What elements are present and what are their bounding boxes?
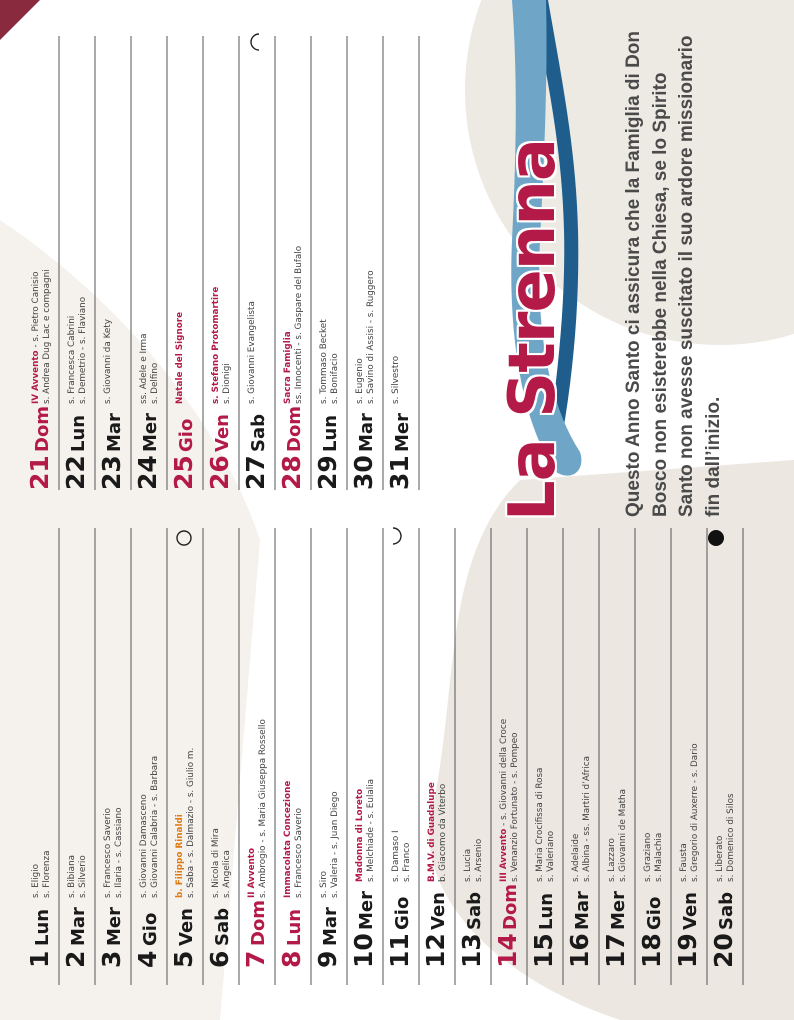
day-30 [349,270,378,490]
saint-line: s. Francesco Saverio [103,807,113,898]
day-17 [601,789,630,968]
day-weekday: Mer [104,907,125,946]
saint-line: s. Albina - ss. Martiri d’Africa [582,756,592,882]
saint-line: s. Andrea Dug Lac e compagni [42,269,52,404]
day-number: 5 [169,950,198,968]
saint-line: b. Giacomo da Viterbo [438,783,448,882]
day-12 [421,782,450,968]
day-number: 9 [313,950,342,968]
day-weekday: Mar [572,891,593,930]
day-28 [277,246,306,490]
saint-line: s. Ilaria - s. Cassiano [114,807,124,898]
day-number: 2 [61,950,90,968]
day-number: 26 [205,455,234,490]
day-weekday: Ven [680,892,701,930]
day-number: 15 [529,933,558,968]
day-weekday: Ven [176,908,197,946]
day-number: 29 [313,455,342,490]
day-5 [169,748,198,968]
saint-line: s. Silvestro [391,355,401,404]
day-number: 24 [133,455,162,490]
day-number: 31 [385,455,414,490]
day-weekday: Gio [392,896,413,930]
day-number: 25 [169,455,198,490]
day-number: 22 [61,455,90,490]
day-weekday: Sab [716,892,737,930]
day-weekday: Sab [212,908,233,946]
day-weekday: Mer [140,413,161,452]
day-number: 10 [349,933,378,968]
day-weekday: Lun [32,908,53,946]
saint-line: s. Fausta [679,843,689,882]
day-weekday: Sab [464,892,485,930]
saint-line: s. Eligio [31,863,41,898]
saint-line: IV Avvento - s. Pietro Canisio [31,271,41,404]
day-number: 27 [241,455,270,490]
day-number: 14 [493,933,522,968]
saint-line: Sacra Famiglia [283,331,293,404]
day-3 [97,808,126,969]
day-7 [241,719,270,968]
day-weekday: Dom [32,405,53,452]
day-number: 16 [565,933,594,968]
saint-line: ss. Innocenti - s. Gaspare del Bufalo [294,245,304,404]
day-18 [637,833,666,968]
day-weekday: Gio [140,912,161,946]
day-weekday: Mer [608,891,629,930]
day-weekday: Lun [284,908,305,946]
saint-line: s. Liberato [715,835,725,882]
saint-line: Madonna di Loreto [355,788,365,882]
saint-line: s. Eugenio [355,358,365,404]
day-weekday: Lun [320,414,341,452]
day-2 [61,855,90,968]
day-weekday: Dom [284,405,305,452]
day-31 [385,356,414,490]
saint-line: s. Savino di Assisi - s. Ruggero [366,270,376,404]
day-15 [529,768,558,968]
saint-line: s. Stefano Protomartire [211,286,221,404]
day-weekday: Lun [536,892,557,930]
day-10 [349,779,378,968]
day-number: 23 [97,455,126,490]
day-number: 21 [25,455,54,490]
saint-line: s. Demetrio - s. Flaviano [78,296,88,404]
strenna-quote: Questo Anno Santo ci assicura che la Famiglia di Don Bosco non esisterebbe nella Chiesa, se lo Spirito Santo non avesse suscitato il suo ardore missionario fin dall’inizio. [623,30,724,517]
saint-line: s. Melchiade - s. Eulalia [366,778,376,882]
saint-line: s. Giovanni Calabria - s. Barbara [150,755,160,898]
saint-line: b. Filippo Rinaldi [175,814,185,898]
day-24 [133,334,162,491]
saint-line: s. Graziano [643,832,653,882]
day-16 [565,756,594,968]
day-weekday: Mer [356,891,377,930]
day-weekday: Sab [248,414,269,452]
saint-line: ss. Adele e Irma [139,333,149,404]
new-moon-icon [708,530,724,546]
saint-line: s. Francesca Cabrini [67,315,77,404]
day-26 [205,287,234,490]
saint-line: s. Nicola di Mira [211,828,221,898]
saint-line: s. Silverio [78,855,88,898]
day-6 [205,828,234,968]
day-20 [709,793,738,968]
saint-line: s. Franco [402,842,412,882]
last-quarter-moon-icon [393,528,401,544]
saint-line: s. Francesco Saverio [294,807,304,898]
saint-line: s. Siro [319,870,329,898]
saint-line: s. Giovanni de Matha [618,789,628,882]
day-21 [25,269,54,490]
saint-line: s. Florenza [42,850,52,898]
day-8 [277,781,306,968]
saint-line: II Avvento [247,847,257,898]
saint-line: s. Giovanni Evangelista [247,301,257,404]
day-4 [133,756,162,968]
saint-line: s. Maria Crocifissa di Rosa [535,767,545,882]
full-moon-icon [177,531,191,545]
strenna-title: La Strenna [496,138,570,522]
saint-line: s. Ambrogio - s. Maria Giuseppa Rossello [258,719,268,898]
day-number: 6 [205,950,234,968]
saint-line: s. Giovanni da Kety [103,319,113,404]
saint-line: s. Delfino [150,362,160,404]
day-weekday: Mer [392,413,413,452]
day-number: 4 [133,950,162,968]
saint-line: s. Venanzio Fortunato - s. Pompeo [510,732,520,882]
saint-line: s. Damaso I [391,830,401,882]
saint-line: s. Lucia [463,848,473,882]
day-number: 1 [25,950,54,968]
saint-line: s. Dionigi [222,363,232,404]
day-number: 12 [421,933,450,968]
saint-line: s. Arsenio [474,838,484,882]
day-27 [241,301,270,490]
day-weekday: Ven [428,892,449,930]
day-25 [169,312,198,490]
saint-line: s. Domenico di Silos [726,793,736,882]
day-weekday: Dom [500,883,521,930]
saint-line: B.M.V. di Guadalupe [427,782,437,882]
saint-line: s. Malachia [654,832,664,882]
day-number: 28 [277,455,306,490]
day-weekday: Gio [644,896,665,930]
day-weekday: Mar [68,907,89,946]
day-number: 7 [241,950,270,968]
day-weekday: Gio [176,418,197,452]
saint-line: s. Valeriano [546,830,556,882]
day-22 [61,297,90,490]
day-number: 20 [709,933,738,968]
day-13 [457,839,486,968]
saint-line: s. Bonifacio [330,353,340,404]
saint-line: s. Bibiana [67,854,77,898]
day-weekday: Dom [248,899,269,946]
day-weekday: Mar [104,413,125,452]
day-29 [313,319,342,490]
day-1 [25,851,54,968]
day-weekday: Lun [68,414,89,452]
saint-line: Immacolata Concezione [283,780,293,898]
day-11 [385,830,414,968]
saint-line: III Avvento - s. Giovanni della Croce [499,718,509,882]
saint-line: s. Gregorio di Auxerre - s. Dario [690,743,700,882]
day-weekday: Ven [212,414,233,452]
saint-line: s. Saba - s. Dalmazio - s. Giulio m. [186,747,196,898]
day-9 [313,791,342,968]
saint-line: s. Tommaso Becket [319,319,329,404]
first-quarter-moon-icon [251,34,259,50]
day-number: 19 [673,933,702,968]
day-23 [97,319,126,490]
day-number: 17 [601,933,630,968]
day-number: 30 [349,455,378,490]
saint-line: s. Angelica [222,850,232,898]
saint-line: s. Lazzaro [607,838,617,882]
day-14 [493,719,522,968]
day-number: 13 [457,933,486,968]
saint-line: s. Adelaide [571,833,581,882]
saint-line: s. Valeria - s. Juan Diego [330,791,340,898]
day-number: 18 [637,933,666,968]
day-weekday: Mar [320,907,341,946]
saint-line: Natale del Signore [175,311,185,404]
day-number: 8 [277,950,306,968]
day-weekday: Mar [356,413,377,452]
day-19 [673,743,702,968]
saint-line: s. Giovanni Damasceno [139,794,149,898]
day-number: 3 [97,950,126,968]
day-number: 11 [385,933,414,968]
